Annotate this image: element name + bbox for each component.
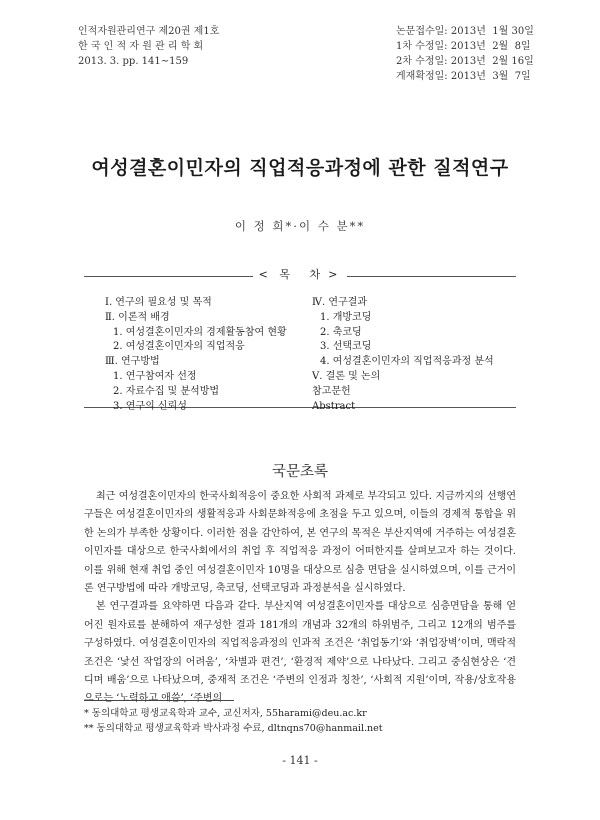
toc-heading: < 목 차> [0, 266, 600, 282]
toc-item: Ⅲ. 연구방법 [105, 356, 160, 368]
toc-item: Ⅴ. 결론 및 논의 [312, 370, 381, 382]
footnote-second-author: ** 동의대학교 평생교육학과 박사과정 수료, dltnqns70@hanmail.net [84, 723, 383, 734]
toc-item: 2. 여성결혼이민자의 직업적응 [113, 341, 245, 353]
footnote-divider [84, 700, 234, 701]
toc-item: Ⅱ. 이론적 배경 [105, 311, 170, 323]
issue-pages: 2013. 3. pp. 141∼159 [78, 56, 189, 67]
abstract-title: 국문초록 [271, 464, 329, 480]
abstract-paragraph: 최근 여성결혼이민자의 한국사회적응이 중요한 사회적 과제로 부각되고 있다. 지금까지의 선행연구들은 여성결혼이민자의 생활적응과 사회문화적응에 초점을 두고 있으며, 이들의 경제적 통합을 위한 논의가 부족한 상황이다. 이러한 점을 감안하여, 본 연구의 목적은 부산지역에 거주하는 여성결혼이민자를 대상으로 한국사회에서의 취업 후 직업적응 과정이 어떠한지를 살펴보고자 하는 것이다. 이를 위해 현재 취업 중인 여성결혼이민자 10명을 대상으로 심층 면담을 실시하였으며, 이를 근거이론 연구방법에 따라 개방코딩, 축코딩, 선택코딩과 과정분석을 실시하였다. [84, 491, 516, 595]
toc-right-column [312, 296, 494, 414]
toc-item: 2. 자료수집 및 분석방법 [113, 385, 220, 397]
toc-item: 참고문헌 [312, 385, 351, 397]
toc-item: 2. 축코딩 [320, 326, 362, 338]
footnote-first-author: * 동의대학교 평생교육학과 교수, 교신저자, 55harami@deu.ac.kr [84, 708, 367, 719]
toc-item: Ⅳ. 연구결과 [312, 297, 367, 308]
paper-title: 여성결혼이민자의 직업적응과정에 관한 질적연구 [91, 157, 509, 179]
society-name: 한 국 인 적 자 원 관 리 학 회 [78, 41, 204, 52]
date-received: 논문접수일: 2013년 1월 30일 [396, 26, 534, 37]
page-number: - 141 - [282, 754, 318, 767]
abstract-paragraph: 본 연구결과를 요약하면 다음과 같다. 부산지역 여성결혼이민자를 대상으로 심층면담을 통해 얻어진 원자료를 분해하여 재구성한 결과 181개의 개념과 32개의 하위범주, 그리고 12개의 범주를 구성하였다. 여성결혼이민자의 직업적응과정의 인과적 조건은 ‘취업동기’와 ‘취업장벽’이며, 맥락적 조건은 ‘낯선 작업장의 어려움’, ‘차별과 편견’, ‘환경적 제약’으로 나타났다. 그리고 중심현상은 ‘견디며 배움’으로 나타났으며, 중재적 조건은 ‘주변의 인정과 칭찬’, ‘사회적 지원’이며, 작용/상호작용으로는 ‘노력하고 애씀’, ‘주변의 [84, 601, 516, 705]
toc-heading-label: 목 차 [279, 268, 329, 281]
toc-item: 1. 연구참여자 선정 [113, 370, 197, 382]
toc-item: 3. 선택코딩 [320, 341, 372, 353]
toc-item: 1. 개방코딩 [320, 311, 372, 323]
submission-dates [396, 24, 534, 84]
toc-item: 3. 연구의 신뢰성 [113, 400, 187, 412]
date-accepted: 게재확정일: 2013년 3월 7일 [396, 71, 531, 82]
toc-left-column [105, 296, 287, 414]
journal-name: 인적자원관리연구 제20권 제1호 [78, 26, 220, 37]
date-revision-2: 2차 수정일: 2013년 2월 16일 [396, 56, 534, 67]
toc-item: 1. 여성결혼이민자의 경제활동참여 현황 [113, 326, 287, 338]
toc-item: Ⅰ. 연구의 필요성 및 목적 [105, 297, 212, 308]
date-revision-1: 1차 수정일: 2013년 2월 8일 [396, 41, 531, 52]
authors: 이 정 희*·이 수 분** [234, 219, 366, 233]
footnotes [84, 706, 383, 736]
toc-item: 4. 여성결혼이민자의 직업적응과정 분석 [320, 356, 494, 368]
abstract-body [84, 488, 516, 709]
toc-item: Abstract [312, 400, 356, 412]
journal-info [78, 24, 219, 69]
